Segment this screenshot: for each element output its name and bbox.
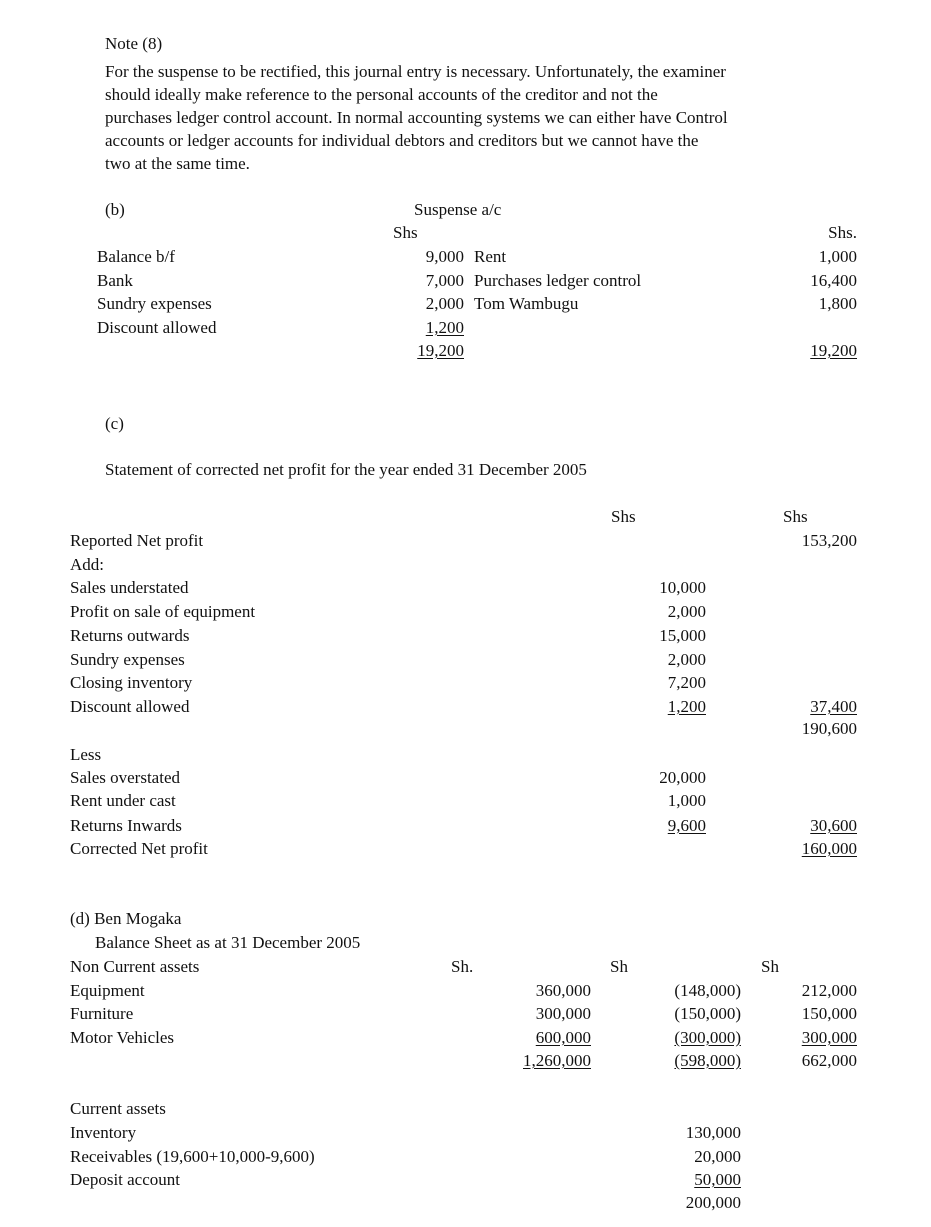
asset-nbv: 300,000 <box>801 1028 857 1047</box>
credit-label: Purchases ledger control <box>474 271 642 290</box>
deduction-label: Rent under cast <box>70 791 176 810</box>
addition-amount: 7,200 <box>667 673 706 692</box>
cost-header: Sh. <box>451 957 474 976</box>
asset-cost: 600,000 <box>535 1028 591 1047</box>
reported-profit-label: Reported Net profit <box>70 531 204 550</box>
nca-label: Non Current assets <box>70 957 200 976</box>
note-line: should ideally make reference to the personal accounts of the creditor and not the <box>105 85 658 104</box>
deduction-label: Returns Inwards <box>70 816 182 835</box>
addition-amount: 10,000 <box>659 578 706 597</box>
debit-total: 19,200 <box>417 341 464 360</box>
credit-label: Tom Wambugu <box>474 294 579 313</box>
note-line: For the suspense to be rectified, this journal entry is necessary. Unfortunately, the examiner <box>105 62 726 81</box>
additions-total: 37,400 <box>810 697 857 716</box>
asset-nbv: 150,000 <box>801 1004 857 1023</box>
current-asset-amount: 50,000 <box>694 1170 741 1189</box>
reported-profit-value: 153,200 <box>801 531 857 550</box>
dep-header: Sh <box>610 957 628 976</box>
addition-amount: 15,000 <box>659 626 706 645</box>
asset-cost: 360,000 <box>535 981 591 1000</box>
note-paragraph <box>105 60 865 175</box>
part-b-label: (b) <box>105 200 125 219</box>
asset-label: Equipment <box>70 981 145 1000</box>
current-asset-label: Deposit account <box>70 1170 180 1189</box>
suspense-title: Suspense a/c <box>414 200 502 219</box>
credit-amount: 1,000 <box>818 247 857 266</box>
addition-amount: 1,200 <box>667 697 706 716</box>
deductions-total: 30,600 <box>810 816 857 835</box>
credit-header: Shs. <box>828 223 857 242</box>
ca-total: 200,000 <box>685 1193 741 1212</box>
addition-label: Sundry expenses <box>70 650 185 669</box>
corrected-profit-label: Corrected Net profit <box>70 839 208 858</box>
current-asset-amount: 130,000 <box>685 1123 741 1142</box>
debit-header: Shs <box>393 223 418 242</box>
asset-depreciation: (150,000) <box>674 1004 741 1023</box>
deduction-amount: 1,000 <box>667 791 706 810</box>
total-nbv: 662,000 <box>801 1051 857 1070</box>
current-asset-label: Receivables (19,600+10,000-9,600) <box>70 1147 315 1166</box>
debit-amount: 2,000 <box>425 294 464 313</box>
asset-cost: 300,000 <box>535 1004 591 1023</box>
asset-depreciation: (300,000) <box>674 1028 741 1047</box>
asset-nbv: 212,000 <box>801 981 857 1000</box>
ca-label: Current assets <box>70 1099 166 1118</box>
addition-amount: 2,000 <box>667 650 706 669</box>
asset-label: Motor Vehicles <box>70 1028 175 1047</box>
corrected-profit-value: 160,000 <box>801 839 857 858</box>
total-depreciation: (598,000) <box>674 1051 741 1070</box>
debit-amount: 7,000 <box>425 271 464 290</box>
asset-depreciation: (148,000) <box>674 981 741 1000</box>
note-line: two at the same time. <box>105 154 250 173</box>
asset-label: Furniture <box>70 1004 134 1023</box>
subtotal: 190,600 <box>801 719 857 738</box>
debit-amount: 1,200 <box>425 318 464 337</box>
addition-label: Profit on sale of equipment <box>70 602 256 621</box>
addition-label: Sales understated <box>70 578 189 597</box>
credit-amount: 1,800 <box>818 294 857 313</box>
deduction-amount: 9,600 <box>667 816 706 835</box>
col1-header: Shs <box>611 507 636 526</box>
addition-label: Discount allowed <box>70 697 190 716</box>
balance-sheet-title: Balance Sheet as at 31 December 2005 <box>95 933 361 952</box>
addition-label: Closing inventory <box>70 673 193 692</box>
note-heading: Note (8) <box>105 34 163 53</box>
addition-amount: 2,000 <box>667 602 706 621</box>
note-line: purchases ledger control account. In normal accounting systems we can either have Control <box>105 108 728 127</box>
col2-header: Shs <box>783 507 808 526</box>
debit-label: Bank <box>97 271 133 290</box>
debit-amount: 9,000 <box>425 247 464 266</box>
credit-amount: 16,400 <box>810 271 857 290</box>
debit-label: Discount allowed <box>97 318 217 337</box>
statement-title: Statement of corrected net profit for the year ended 31 December 2005 <box>105 460 587 479</box>
add-label: Add: <box>70 555 104 574</box>
credit-total: 19,200 <box>810 341 857 360</box>
less-label: Less <box>70 745 102 764</box>
current-asset-label: Inventory <box>70 1123 137 1142</box>
deduction-label: Sales overstated <box>70 768 180 787</box>
credit-label: Rent <box>474 247 507 266</box>
current-asset-amount: 20,000 <box>694 1147 741 1166</box>
debit-label: Sundry expenses <box>97 294 212 313</box>
deduction-amount: 20,000 <box>659 768 706 787</box>
debit-label: Balance b/f <box>97 247 175 266</box>
addition-label: Returns outwards <box>70 626 190 645</box>
part-d-label: (d) Ben Mogaka <box>70 909 182 928</box>
part-c-label: (c) <box>105 414 124 433</box>
note-line: accounts or ledger accounts for individual debtors and creditors but we cannot have the <box>105 131 699 150</box>
nbv-header: Sh <box>761 957 779 976</box>
total-cost: 1,260,000 <box>523 1051 591 1070</box>
